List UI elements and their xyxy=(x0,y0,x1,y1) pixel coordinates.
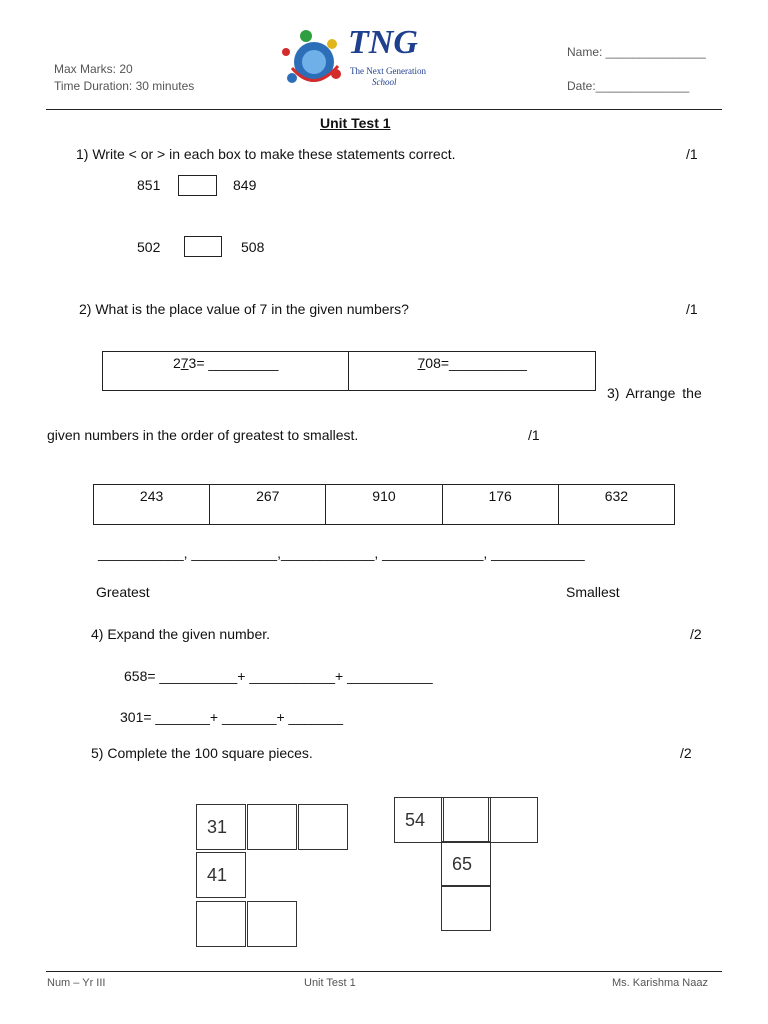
q3-number-table xyxy=(93,484,675,525)
question-3-text-a: 3) Arrange the xyxy=(607,385,702,401)
q1-answer-box-1[interactable] xyxy=(178,175,217,196)
q3-number-cell: 632 xyxy=(558,485,674,525)
header-rule xyxy=(46,109,722,110)
q3-number-cell: 176 xyxy=(442,485,558,525)
square-piece-2-cell[interactable] xyxy=(488,797,538,843)
q1-pair2-left: 502 xyxy=(137,239,161,255)
q2-cell-2[interactable] xyxy=(349,352,596,391)
q2-cell-1-digit: 7 xyxy=(180,355,189,371)
max-marks: Max Marks: 20 xyxy=(54,62,133,76)
q2-cell-1[interactable] xyxy=(103,352,349,391)
question-5-marks: /2 xyxy=(680,745,692,761)
logo-tagline: The Next Generation xyxy=(350,66,426,76)
q4-expansion-line-1[interactable]: 658= __________+ ___________+ ___________ xyxy=(124,668,433,684)
page-title: Unit Test 1 xyxy=(320,115,391,131)
q3-answer-blanks[interactable]: ___________, ___________,____________, _____________, ____________ xyxy=(98,545,585,561)
square-piece-1-cell[interactable] xyxy=(247,901,297,947)
q3-number-cell: 243 xyxy=(94,485,210,525)
time-duration: Time Duration: 30 minutes xyxy=(54,79,195,93)
q2-cell-2-post: 08=__________ xyxy=(425,355,527,371)
square-piece-1-cell[interactable] xyxy=(196,901,246,947)
q1-pair1-left: 851 xyxy=(137,177,161,193)
date-field-label: Date:______________ xyxy=(567,79,690,93)
q1-answer-box-2[interactable] xyxy=(184,236,222,257)
square-piece-1-cell: 31 xyxy=(196,804,246,850)
q1-pair2-right: 508 xyxy=(241,239,265,255)
q2-cell-2-digit: 7 xyxy=(417,355,426,371)
square-piece-2-cell[interactable] xyxy=(441,885,491,931)
footer-rule xyxy=(46,971,722,972)
question-4-text: 4) Expand the given number. xyxy=(91,626,271,642)
footer-left: Num – Yr III xyxy=(47,977,106,989)
question-2-text: 2) What is the place value of 7 in the given numbers? xyxy=(79,301,409,317)
question-1-text: 1) Write < or > in each box to make these statements correct. xyxy=(76,146,456,162)
question-3-text-b: given numbers in the order of greatest to smallest. xyxy=(47,427,359,443)
q3-number-cell: 910 xyxy=(326,485,442,525)
q1-pair1-right: 849 xyxy=(233,177,257,193)
name-field-label: Name: _______________ xyxy=(567,45,706,59)
school-logo xyxy=(276,22,426,100)
question-2-marks: /1 xyxy=(686,301,698,317)
q4-expansion-line-2[interactable]: 301= _______+ _______+ _______ xyxy=(120,709,344,725)
q2-cell-1-pre: 2 xyxy=(172,355,181,371)
square-piece-1-cell: 41 xyxy=(196,852,246,898)
footer-center: Unit Test 1 xyxy=(304,977,356,989)
logo-school: School xyxy=(372,77,397,87)
q2-cell-1-post: 3= _________ xyxy=(188,355,279,371)
question-1-marks: /1 xyxy=(686,146,698,162)
square-piece-2-cell: 54 xyxy=(394,797,444,843)
logo-text: TNG xyxy=(348,24,418,61)
square-piece-2-cell: 65 xyxy=(441,841,491,887)
q3-number-cell: 267 xyxy=(210,485,326,525)
q3-smallest-label: Smallest xyxy=(566,584,620,600)
q3-greatest-label: Greatest xyxy=(96,584,150,600)
square-piece-2-cell[interactable] xyxy=(441,797,491,843)
question-3-marks: /1 xyxy=(528,427,540,443)
square-piece-1-cell[interactable] xyxy=(298,804,348,850)
footer-right: Ms. Karishma Naaz xyxy=(612,977,708,989)
question-5-text: 5) Complete the 100 square pieces. xyxy=(91,745,313,761)
square-piece-1-cell[interactable] xyxy=(247,804,297,850)
q2-table xyxy=(102,351,596,391)
question-4-marks: /2 xyxy=(690,626,702,642)
